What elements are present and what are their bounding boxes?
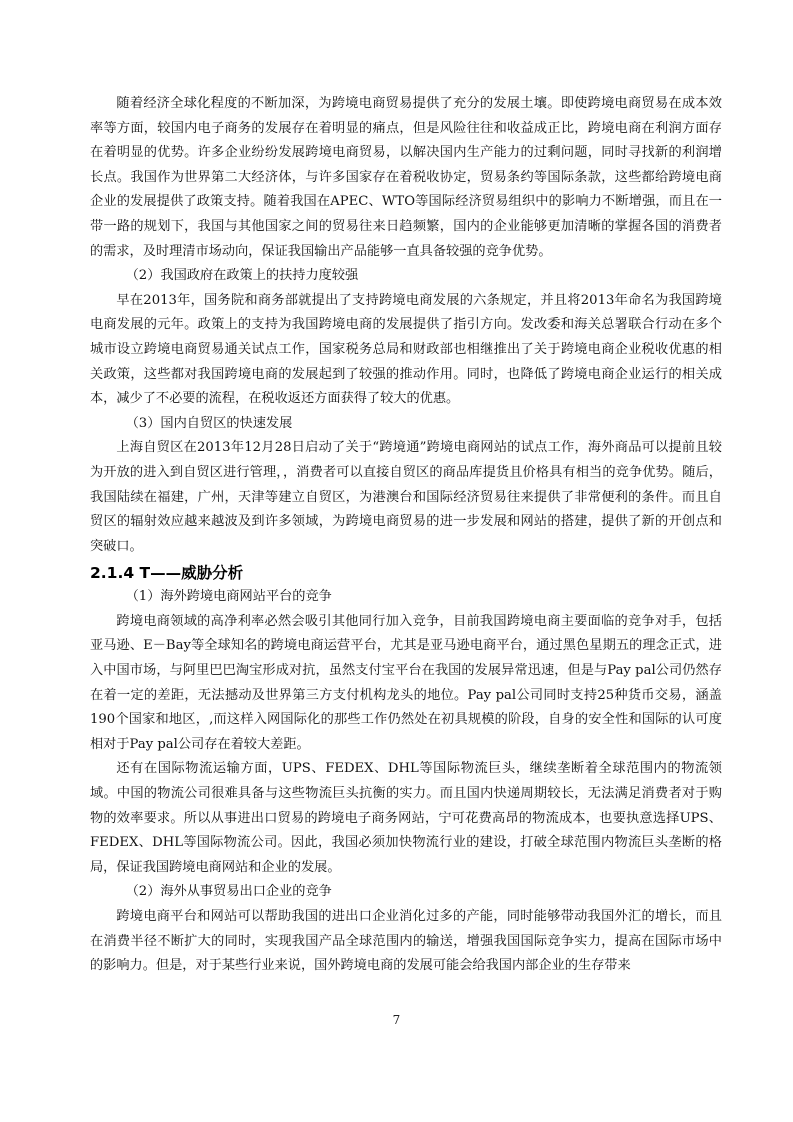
subheading-overseas-platforms: （1）海外跨境电商网站平台的竞争 [125,589,332,605]
paragraph-free-trade-zone: 上海自贸区在2013年12月28日启动了关于“跨境通”跨境电商网站的试点工作，海外商品可以提前且较为开放的进入到自贸区进行管理，，消费者可以直接自贸区的商品库提货且价格具有相当的竞争优势。随后，我国陆续在福建，广州，天津等建立自贸区，为港澳台和国际经济贸易往来提供了非常便利的条件。而且自贸区的辐射效应越来越波及到许多领域，为跨境电商贸易的进一步发展和网站的搭建，提供了新的开创点和突破口。 [90,440,722,554]
subheading-free-trade-zone: （3）国内自贸区的快速发展 [125,415,293,431]
paragraph-globalization: 随着经济全球化程度的不断加深，为跨境电商贸易提供了充分的发展土壤。即使跨境电商贸易在成本效率等方面，较国内电子商务的发展存在着明显的痛点，但是风险往往和收益成正比，跨境电商在利润方面存在着明显的优势。许多企业纷纷发展跨境电商贸易，以解决国内生产能力的过剩问题，同时寻找新的利润增长点。我国作为世界第二大经济体，与许多国家存在着税收协定，贸易条约等国际条款，这些都给跨境电商企业的发展提供了政策支持。随着我国在APEC、WTO等国际经济贸易组织中的影响力不断增强，而且在一带一路的规划下，我国与其他国家之间的贸易往来日趋频繁，国内的企业能够更加清晰的掌握各国的消费者的需求，及时理清市场动向，保证我国输出产品能够一直具备较强的竞争优势。 [90,96,722,259]
body-text [90,92,722,979]
subheading-overseas-exporters: （2）海外从事贸易出口企业的竞争 [125,884,332,900]
section-heading-threats: 2.1.4 T——威胁分析 [90,564,244,583]
paragraph-overseas-platforms: 跨境电商领域的高净利率必然会吸引其他同行加入竞争，目前我国跨境电商主要面临的竞争对手，包括亚马逊、E－Bay等全球知名的跨境电商运营平台，尤其是亚马逊电商平台，通过黑色星期五的理念正式，进入中国市场，与阿里巴巴淘宝形成对抗，虽然支付宝平台在我国的发展异常迅速，但是与Pay pal公司仍然存在着一定的差距，无法撼动及世界第三方支付机构龙头的地位。Pay pal公司同时支持25种货币交易，涵盖190个国家和地区，,而这样入网国际化的那些工作仍然处在初具规模的阶段，自身的安全性和国际的认可度相对于Pay pal公司存在着较大差距。 [90,613,722,752]
page-number: 7 [392,1013,401,1027]
subheading-policy-support: （2）我国政府在政策上的扶持力度较强 [125,268,359,284]
paragraph-logistics: 还有在国际物流运输方面，UPS、FEDEX、DHL等国际物流巨头，继续垄断着全球范围内的物流领域。中国的物流公司很难具备与这些物流巨头抗衡的实力。而且国内快递周期较长，无法满足消费者对于购物的效率要求。所以从事进出口贸易的跨境电子商务网站，宁可花费高昂的物流成本，也要执意选择UPS、FEDEX、DHL等国际物流公司。因此，我国必须加快物流行业的建设，打破全球范围内物流巨头垄断的格局，保证我国跨境电商网站和企业的发展。 [90,761,722,875]
paragraph-policy: 早在2013年，国务院和商务部就提出了支持跨境电商发展的六条规定，并且将2013年命名为我国跨境电商发展的元年。政策上的支持为我国跨境电商的发展提供了指引方向。发改委和海关总署联合行动在多个城市设立跨境电商贸易通关试点工作，国家税务总局和财政部也相继推出了关于跨境电商企业税收优惠的相关政策，这些都对我国跨境电商的发展起到了较强的推动作用。同时，也降低了跨境电商企业运行的相关成本，减少了不必要的流程，在税收返还方面获得了较大的优惠。 [90,292,722,407]
paragraph-overseas-exporters: 跨境电商平台和网站可以帮助我国的进出口企业消化过多的产能，同时能够带动我国外汇的增长，而且在消费半径不断扩大的同时，实现我国产品全球范围内的输送，增强我国国际竞争实力，提高在国际市场中的影响力。但是，对于某些行业来说，国外跨境电商的发展可能会给我国内部企业的生存带来 [90,909,722,974]
